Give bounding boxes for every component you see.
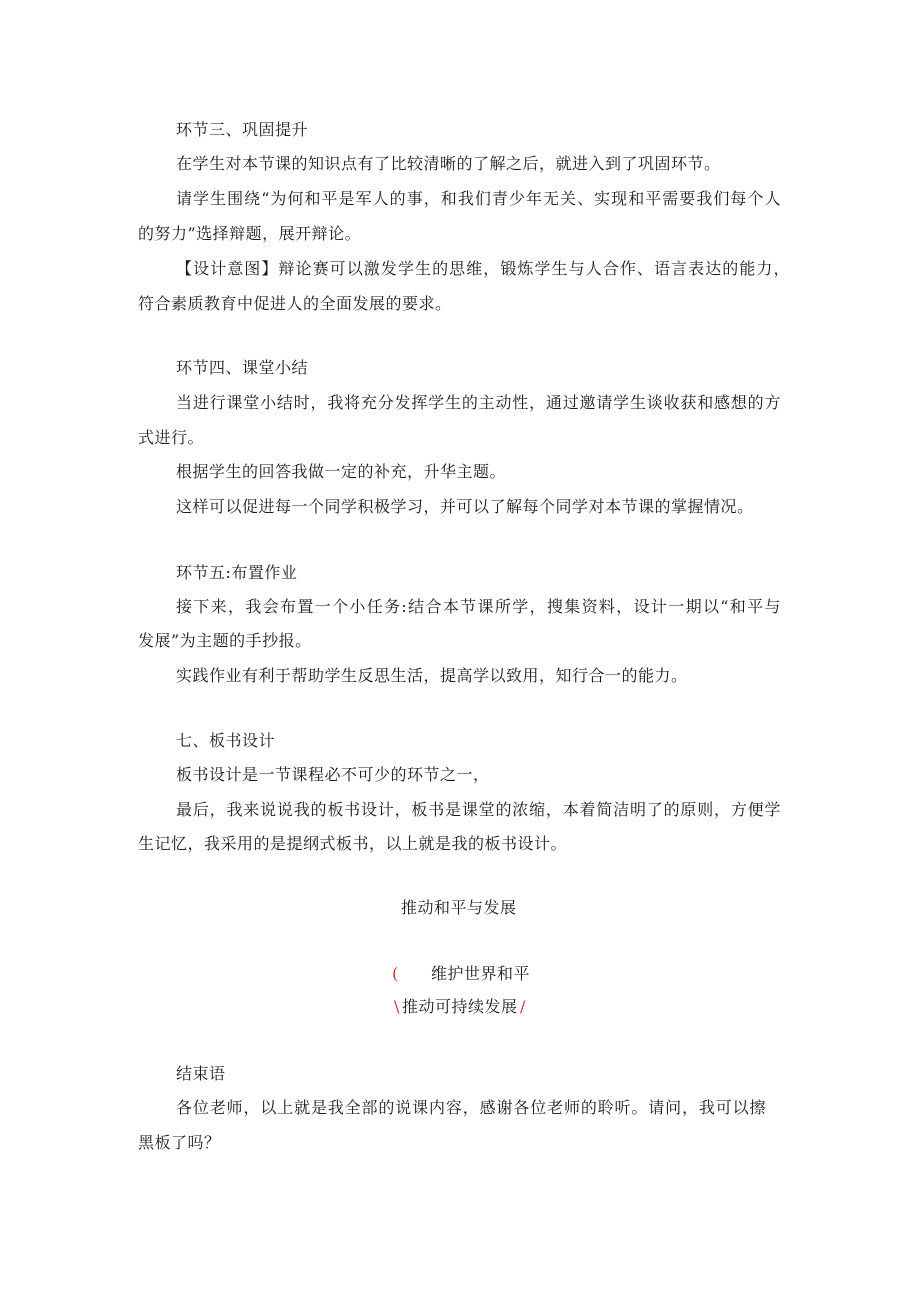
closing-paragraph-line-1: 各位老师，以上就是我全部的说课内容，感谢各位老师的聆听。请问，我可以擦 bbox=[176, 1098, 766, 1117]
board-bracket-open: ( bbox=[392, 964, 399, 983]
section5-paragraph-1-line-1: 接下来，我会布置一个小任务:结合本节课所学，搜集资料，设计一期以“和平与 bbox=[176, 597, 781, 616]
section7-paragraph-2-line-2: 生记忆，我采用的是提纲式板书，以上就是我的板书设计。 bbox=[138, 834, 568, 853]
section7-paragraph-1: 板书设计是一节课程必不可少的环节之一， bbox=[176, 765, 490, 784]
section7-heading: 七、板书设计 bbox=[176, 731, 276, 750]
section5-paragraph-1-line-2: 发展”为主题的手抄报。 bbox=[138, 631, 312, 650]
section3-paragraph-2-line-1: 请学生围绕“为何和平是军人的事，和我们青少年无关、实现和平需要我们每个人 bbox=[176, 189, 781, 208]
section5-paragraph-2: 实践作业有利于帮助学生反思生活，提高学以致用，知行合一的能力。 bbox=[176, 666, 688, 685]
section4-heading: 环节四、课堂小结 bbox=[176, 358, 309, 377]
board-slash-right: / bbox=[520, 997, 526, 1016]
section4-paragraph-2: 根据学生的回答我做一定的补充，升华主题。 bbox=[176, 462, 507, 481]
section3-design-intent-line-2: 符合素质教育中促进人的全面发展的要求。 bbox=[138, 294, 452, 313]
section3-heading: 环节三、巩固提升 bbox=[176, 120, 309, 139]
section4-paragraph-3: 这样可以促进每一个同学积极学习，并可以了解每个同学对本节课的掌握情况。 bbox=[176, 497, 754, 516]
section4-paragraph-1-line-2: 式进行。 bbox=[138, 428, 205, 447]
section5-heading: 环节五:布置作业 bbox=[176, 563, 298, 582]
section3-paragraph-1: 在学生对本节课的知识点有了比较清晰的了解之后，就进入到了巩固环节。 bbox=[176, 154, 721, 173]
board-title: 推动和平与发展 bbox=[401, 898, 517, 917]
board-item-sustainable-development: 推动可持续发展 bbox=[402, 997, 518, 1016]
closing-paragraph-line-2: 黑板了吗？ bbox=[138, 1133, 221, 1152]
section4-paragraph-1-line-1: 当进行课堂小结时，我将充分发挥学生的主动性，通过邀请学生谈收获和感想的方 bbox=[176, 393, 781, 412]
board-item-maintain-peace: 维护世界和平 bbox=[431, 964, 531, 983]
board-slash-left: \ bbox=[394, 997, 400, 1016]
section7-paragraph-2-line-1: 最后，我来说说我的板书设计，板书是课堂的浓缩，本着简洁明了的原则，方便学 bbox=[176, 800, 781, 819]
closing-heading: 结束语 bbox=[176, 1064, 226, 1083]
section3-design-intent-line-1: 【设计意图】辩论赛可以激发学生的思维，锻炼学生与人合作、语言表达的能力， bbox=[176, 259, 790, 278]
section3-paragraph-2-line-2: 的努力”选择辩题，展开辩论。 bbox=[138, 224, 362, 243]
